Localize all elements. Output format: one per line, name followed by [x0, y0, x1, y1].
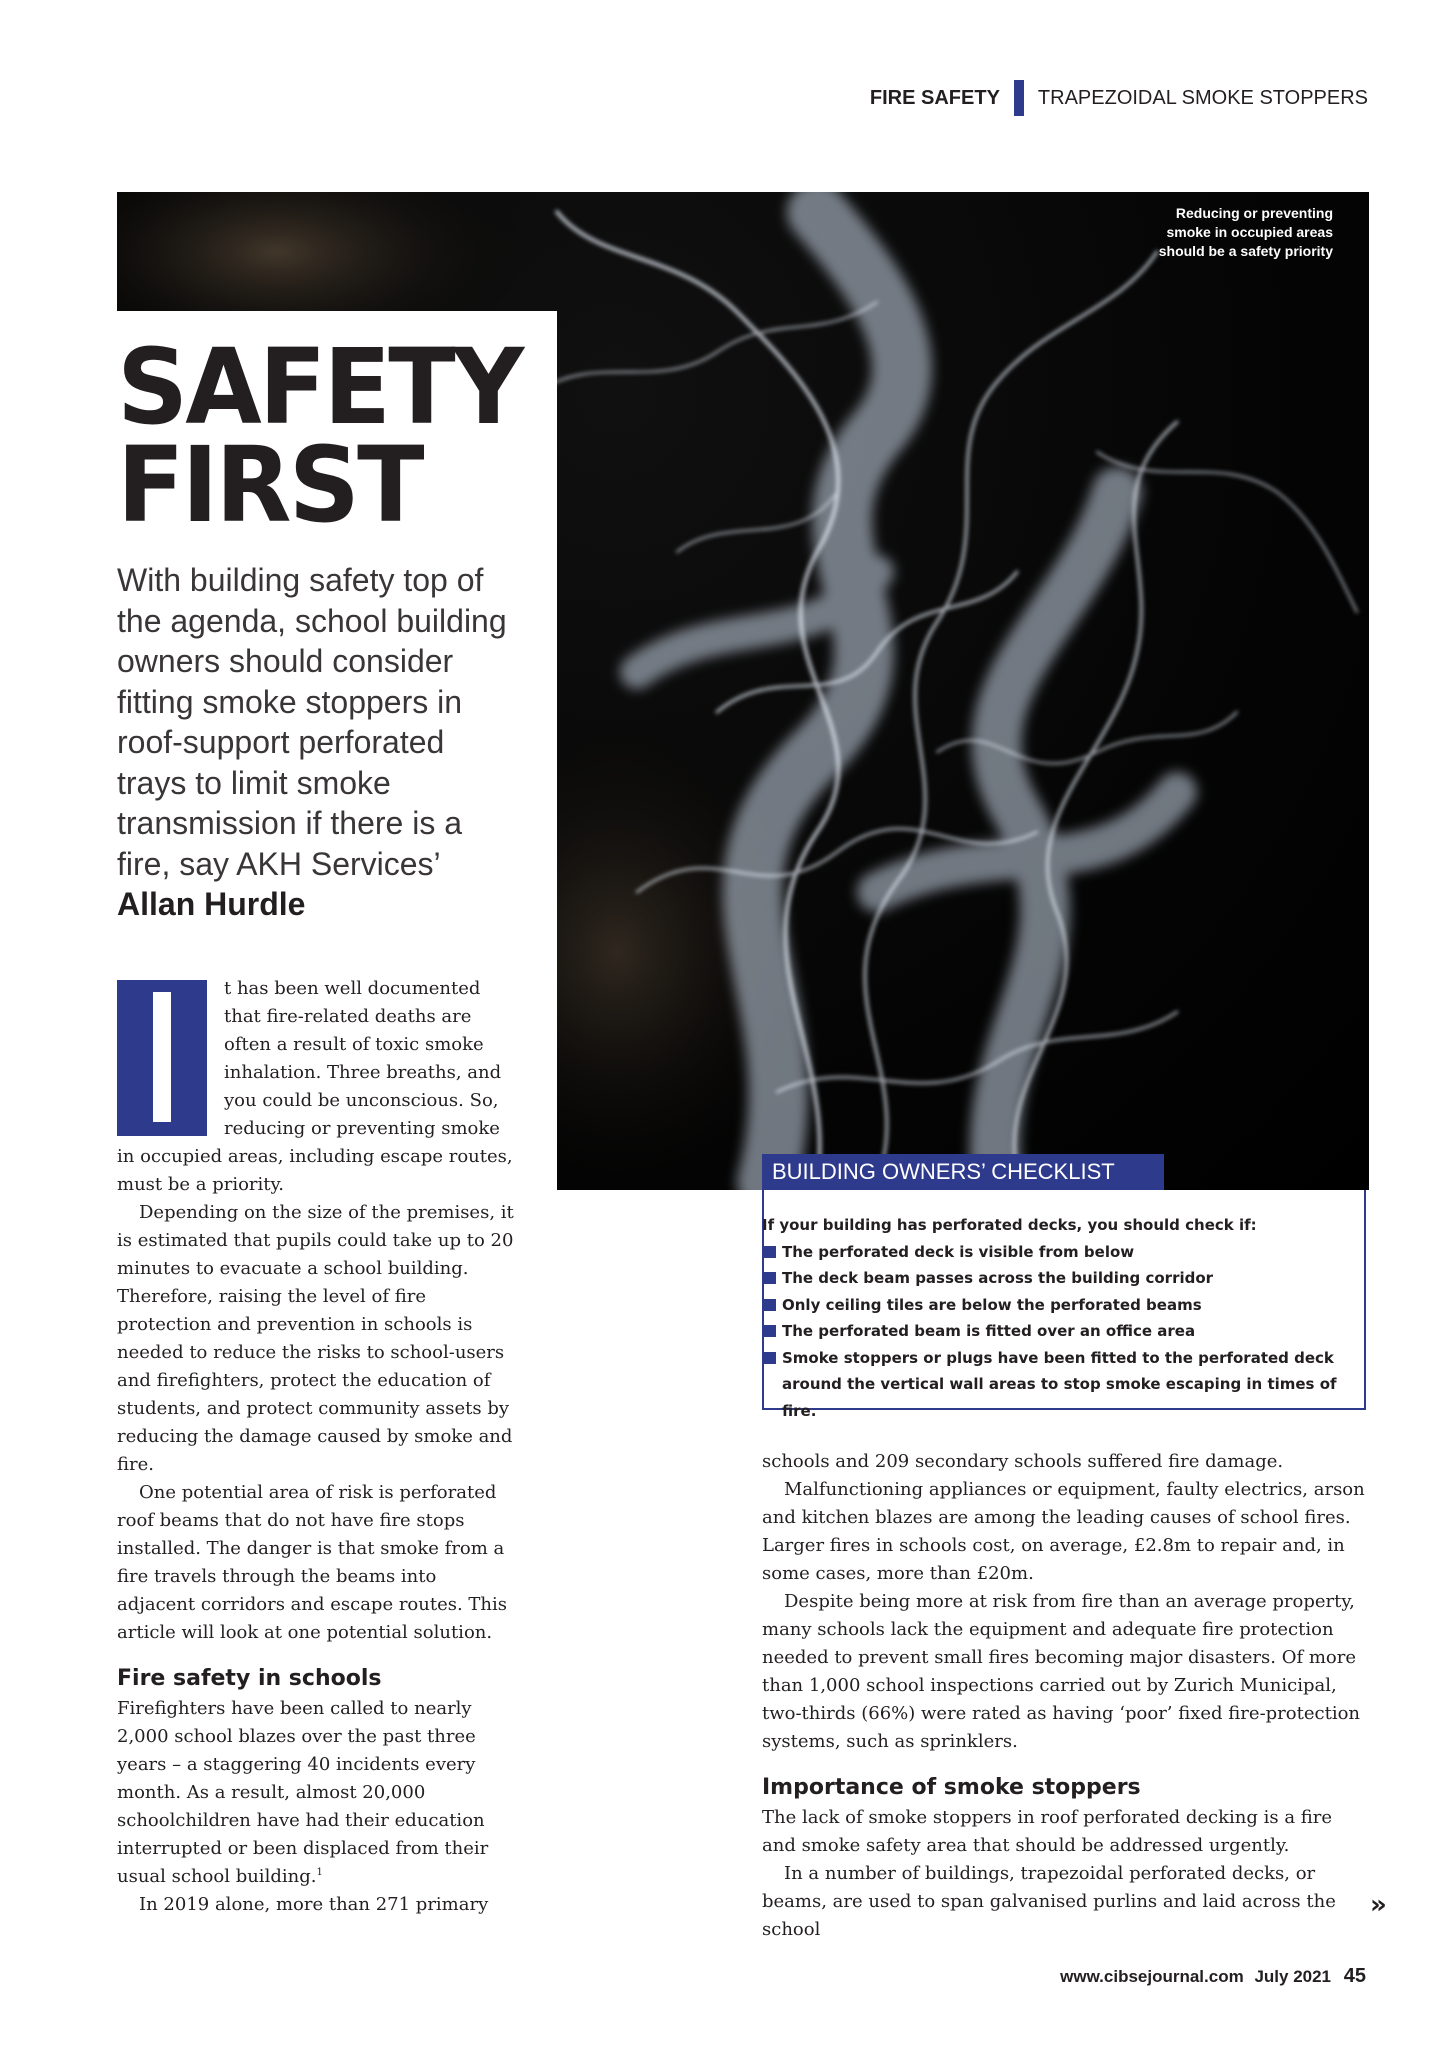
checklist-item	[762, 1318, 1352, 1345]
checklist-item-text: The perforated beam is fitted over an office area	[782, 1322, 1196, 1340]
standfirst-text: With building safety top of the agenda, school building owners should consider fitting smoke stoppers in roof-support perforated trays to limit smoke transmission if there is a fire, say AKH Services’	[117, 562, 507, 882]
bullet-square-icon	[764, 1299, 776, 1311]
footnote-ref: 1	[316, 1867, 323, 1878]
bullet-square-icon	[764, 1325, 776, 1337]
checklist-item	[762, 1292, 1352, 1319]
journal-url: www.cibsejournal.com	[1060, 1967, 1244, 1986]
checklist-item-text: Only ceiling tiles are below the perforated beams	[782, 1295, 1202, 1314]
paragraph: In a number of buildings, trapezoidal perforated decks, or beams, are used to span galvanised purlins and laid across the school	[762, 1863, 1336, 1940]
page-number: 45	[1343, 1965, 1366, 1987]
body-column-1	[117, 1143, 517, 1919]
paragraph: Depending on the size of the premises, it is estimated that pupils could take up to 20 minutes to evacuate a school building. Therefore, raising the level of fire protection and prevention in schools is needed to reduce the risks to school-users and firefighters, protect the education of students, and protect community assets by reducing the damage caused by smoke and fire.	[117, 1202, 514, 1475]
double-chevron-right-icon: »	[1370, 1890, 1387, 1920]
title-line-1: SAFETY	[117, 326, 522, 448]
paragraph: in occupied areas, including escape routes, must be a priority.	[117, 1146, 513, 1195]
paragraph	[117, 1695, 517, 1891]
paragraph: One potential area of risk is perforated roof beams that do not have fire stops installed. The danger is that smoke from a fire travels through the beams into adjacent corridors and escape routes. This article will look at one potential solution.	[117, 1482, 508, 1643]
bullet-square-icon	[764, 1272, 776, 1284]
header-divider	[1014, 80, 1024, 116]
checklist-item-text: Smoke stoppers or plugs have been fitted to the perforated deck around the vertical wall areas to stop smoke escaping in times of fire.	[782, 1348, 1337, 1420]
intro-paragraph: t has been well documented that fire-related deaths are often a result of toxic smoke inhalation. Three breaths, and you could be unconscious. So, reducing or preventing smoke	[224, 978, 502, 1139]
paragraph: The lack of smoke stoppers in roof perforated decking is a fire and smoke safety area that should be addressed urgently.	[762, 1807, 1333, 1856]
standfirst	[117, 560, 517, 925]
checklist-item-text: The deck beam passes across the building corridor	[782, 1269, 1214, 1287]
author-name: Allan Hurdle	[117, 886, 306, 922]
paragraph-text: Firefighters have been called to nearly 2,000 school blazes over the past three years – a staggering 40 incidents every month. As a result, almost 20,000 schoolchildren have had their education interrupted or been displaced from their usual school building.	[117, 1698, 489, 1887]
checklist-item	[762, 1345, 1352, 1425]
checklist-item-text: The perforated deck is visible from below	[782, 1242, 1135, 1261]
checklist-panel	[762, 1212, 1352, 1424]
checklist-intro: If your building has perforated decks, you should check if:	[762, 1216, 1257, 1234]
section-label: FIRE SAFETY	[869, 86, 1000, 109]
running-header	[870, 80, 1368, 116]
title-line-2: FIRST	[117, 424, 422, 546]
bullet-square-icon	[764, 1352, 776, 1364]
bullet-square-icon	[764, 1246, 776, 1258]
subheading-smoke-stoppers: Importance of smoke stoppers	[762, 1775, 1141, 1800]
drop-cap-letter	[153, 992, 171, 1122]
paragraph: Despite being more at risk from fire than an average property, many schools lack the equipment and adequate fire protection needed to prevent small fires becoming major disasters. Of more than 1,000 school inspections carried out by Zurich Municipal, two-thirds (66%) were rated as having ‘poor’ fixed fire-protection systems, such as sprinklers.	[762, 1591, 1360, 1752]
body-column-2	[762, 1448, 1366, 1944]
checklist-list	[762, 1239, 1352, 1425]
photo-caption: Reducing or preventing smoke in occupied areas should be a safety priority	[1158, 205, 1333, 259]
paragraph: schools and 209 secondary schools suffered fire damage.	[762, 1451, 1284, 1472]
issue-date: July 2021	[1254, 1967, 1332, 1986]
paragraph: In 2019 alone, more than 271 primary	[139, 1894, 489, 1915]
topic-label: TRAPEZOIDAL SMOKE STOPPERS	[1037, 86, 1368, 109]
checklist-title: BUILDING OWNERS’ CHECKLIST	[762, 1154, 1164, 1190]
page-footer	[1060, 1965, 1366, 1988]
paragraph: Malfunctioning appliances or equipment, faulty electrics, arson and kitchen blazes are among the leading causes of school fires. Larger fires in schools cost, on average, £2.8m to repair and, in some cases, more than £20m.	[762, 1479, 1365, 1584]
article-title	[117, 326, 522, 546]
checklist-item	[762, 1239, 1352, 1266]
checklist-item	[762, 1265, 1352, 1292]
subheading-fire-safety: Fire safety in schools	[117, 1666, 382, 1691]
drop-cap	[117, 980, 207, 1136]
